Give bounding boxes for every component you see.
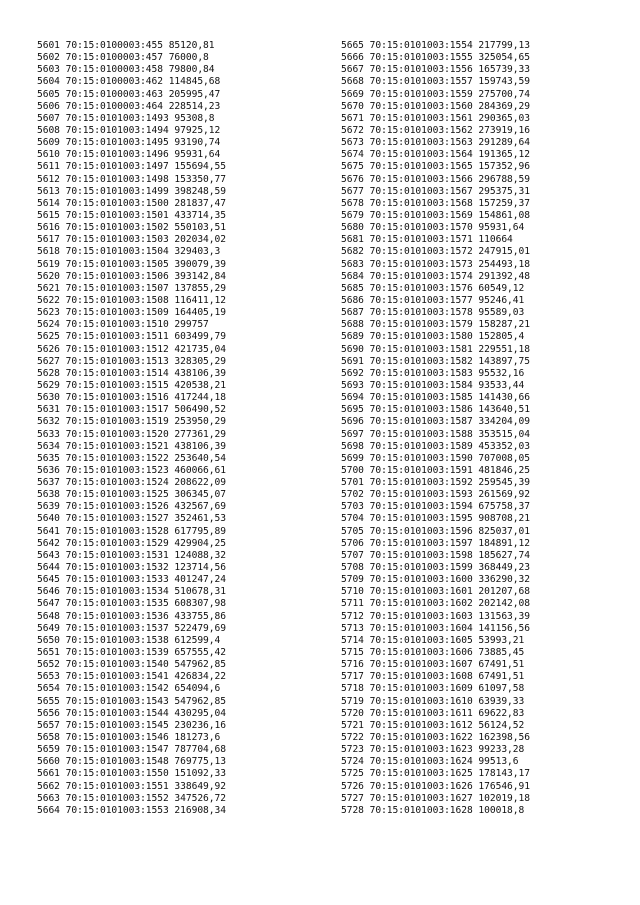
table-row: 5642 70:15:0101003:1529 429904,25 xyxy=(37,537,226,549)
table-row: 5663 70:15:0101003:1552 347526,72 xyxy=(37,792,226,804)
table-row: 5717 70:15:0101003:1608 67491,51 xyxy=(341,671,525,683)
table-row: 5686 70:15:0101003:1577 95246,41 xyxy=(341,294,525,306)
table-row: 5605 70:15:0100003:463 205995,47 xyxy=(37,88,221,100)
table-row: 5697 70:15:0101003:1588 353515,04 xyxy=(341,428,530,440)
table-row: 5698 70:15:0101003:1589 453352,03 xyxy=(341,440,530,452)
table-row: 5683 70:15:0101003:1573 254493,18 xyxy=(341,258,530,270)
table-row: 5624 70:15:0101003:1510 299757 xyxy=(37,319,209,331)
table-row: 5690 70:15:0101003:1581 229551,18 xyxy=(341,343,530,355)
table-row: 5656 70:15:0101003:1544 430295,04 xyxy=(37,707,226,719)
table-row: 5716 70:15:0101003:1607 67491,51 xyxy=(341,659,525,671)
table-row: 5647 70:15:0101003:1535 608307,98 xyxy=(37,598,226,610)
table-row: 5659 70:15:0101003:1547 787704,68 xyxy=(37,744,226,756)
table-row: 5626 70:15:0101003:1512 421735,04 xyxy=(37,343,226,355)
table-row: 5671 70:15:0101003:1561 290365,03 xyxy=(341,112,530,124)
table-row: 5679 70:15:0101003:1569 154861,08 xyxy=(341,209,530,221)
table-row: 5651 70:15:0101003:1539 657555,42 xyxy=(37,647,226,659)
table-row: 5692 70:15:0101003:1583 95532,16 xyxy=(341,367,525,379)
table-row: 5723 70:15:0101003:1623 99233,28 xyxy=(341,744,525,756)
table-row: 5689 70:15:0101003:1580 152805,4 xyxy=(341,331,525,343)
table-row: 5627 70:15:0101003:1513 328305,29 xyxy=(37,355,226,367)
table-row: 5657 70:15:0101003:1545 230236,16 xyxy=(37,719,226,731)
table-row: 5654 70:15:0101003:1542 654094,6 xyxy=(37,683,221,695)
table-row: 5711 70:15:0101003:1602 202142,08 xyxy=(341,598,530,610)
table-row: 5685 70:15:0101003:1576 60549,12 xyxy=(341,282,525,294)
table-row: 5620 70:15:0101003:1506 393142,84 xyxy=(37,270,226,282)
table-row: 5668 70:15:0101003:1557 159743,59 xyxy=(341,76,530,88)
table-row: 5670 70:15:0101003:1560 284369,29 xyxy=(341,100,530,112)
table-row: 5725 70:15:0101003:1625 178143,17 xyxy=(341,768,530,780)
table-row: 5609 70:15:0101003:1495 93190,74 xyxy=(37,137,221,149)
table-row: 5655 70:15:0101003:1543 547962,85 xyxy=(37,695,226,707)
table-row: 5611 70:15:0101003:1497 155694,55 xyxy=(37,161,226,173)
table-row: 5699 70:15:0101003:1590 707008,05 xyxy=(341,452,530,464)
table-row: 5684 70:15:0101003:1574 291392,48 xyxy=(341,270,530,282)
table-row: 5601 70:15:0100003:455 85120,81 xyxy=(37,40,215,51)
table-row: 5632 70:15:0101003:1519 253950,29 xyxy=(37,416,226,428)
table-row: 5604 70:15:0100003:462 114845,68 xyxy=(37,76,221,88)
table-row: 5617 70:15:0101003:1503 202034,02 xyxy=(37,234,226,246)
table-row: 5606 70:15:0100003:464 228514,23 xyxy=(37,100,221,112)
table-row: 5709 70:15:0101003:1600 336290,32 xyxy=(341,574,530,586)
table-row: 5680 70:15:0101003:1570 95931,64 xyxy=(341,222,525,234)
table-row: 5714 70:15:0101003:1605 53993,21 xyxy=(341,634,525,646)
table-row: 5618 70:15:0101003:1504 329403,3 xyxy=(37,246,221,258)
table-row: 5622 70:15:0101003:1508 116411,12 xyxy=(37,294,226,306)
table-row: 5695 70:15:0101003:1586 143640,51 xyxy=(341,404,530,416)
table-row: 5726 70:15:0101003:1626 176546,91 xyxy=(341,780,530,792)
table-row: 5625 70:15:0101003:1511 603499,79 xyxy=(37,331,226,343)
table-row: 5636 70:15:0101003:1523 460066,61 xyxy=(37,464,226,476)
table-row: 5681 70:15:0101003:1571 110664 xyxy=(341,234,513,246)
table-row: 5646 70:15:0101003:1534 510678,31 xyxy=(37,586,226,598)
table-row: 5693 70:15:0101003:1584 93533,44 xyxy=(341,379,525,391)
table-row: 5672 70:15:0101003:1562 273919,16 xyxy=(341,124,530,136)
table-row: 5703 70:15:0101003:1594 675758,37 xyxy=(341,501,530,513)
table-row: 5701 70:15:0101003:1592 259545,39 xyxy=(341,477,530,489)
table-row: 5727 70:15:0101003:1627 102019,18 xyxy=(341,792,530,804)
table-row: 5688 70:15:0101003:1579 158287,21 xyxy=(341,319,530,331)
table-row: 5608 70:15:0101003:1494 97925,12 xyxy=(37,124,221,136)
table-row: 5615 70:15:0101003:1501 433714,35 xyxy=(37,209,226,221)
table-row: 5602 70:15:0100003:457 76000,8 xyxy=(37,52,209,64)
table-row: 5662 70:15:0101003:1551 338649,92 xyxy=(37,780,226,792)
table-row: 5643 70:15:0101003:1531 124088,32 xyxy=(37,549,226,561)
table-row: 5719 70:15:0101003:1610 63939,33 xyxy=(341,695,525,707)
table-row: 5665 70:15:0101003:1554 217799,13 xyxy=(341,40,530,51)
table-row: 5638 70:15:0101003:1525 306345,07 xyxy=(37,489,226,501)
table-row: 5696 70:15:0101003:1587 334204,09 xyxy=(341,416,530,428)
table-row: 5710 70:15:0101003:1601 201207,68 xyxy=(341,586,530,598)
table-row: 5645 70:15:0101003:1533 401247,24 xyxy=(37,574,226,586)
table-row: 5650 70:15:0101003:1538 612599,4 xyxy=(37,634,221,646)
table-row: 5708 70:15:0101003:1599 368449,23 xyxy=(341,562,530,574)
table-row: 5631 70:15:0101003:1517 506490,52 xyxy=(37,404,226,416)
table-row: 5634 70:15:0101003:1521 438106,39 xyxy=(37,440,226,452)
table-row: 5687 70:15:0101003:1578 95589,03 xyxy=(341,307,525,319)
table-row: 5676 70:15:0101003:1566 296788,59 xyxy=(341,173,530,185)
table-row: 5621 70:15:0101003:1507 137855,29 xyxy=(37,282,226,294)
table-row: 5715 70:15:0101003:1606 73885,45 xyxy=(341,647,525,659)
table-row: 5603 70:15:0100003:458 79800,84 xyxy=(37,64,215,76)
table-row: 5629 70:15:0101003:1515 420538,21 xyxy=(37,379,226,391)
table-row: 5678 70:15:0101003:1568 157259,37 xyxy=(341,197,530,209)
table-row: 5673 70:15:0101003:1563 291289,64 xyxy=(341,137,530,149)
table-row: 5666 70:15:0101003:1555 325054,65 xyxy=(341,52,530,64)
table-row: 5619 70:15:0101003:1505 390079,39 xyxy=(37,258,226,270)
table-row: 5713 70:15:0101003:1604 141156,56 xyxy=(341,622,530,634)
table-row: 5691 70:15:0101003:1582 143897,75 xyxy=(341,355,530,367)
table-row: 5700 70:15:0101003:1591 481846,25 xyxy=(341,464,530,476)
table-row: 5637 70:15:0101003:1524 208622,09 xyxy=(37,477,226,489)
table-row: 5718 70:15:0101003:1609 61097,58 xyxy=(341,683,525,695)
left-column xyxy=(37,40,337,817)
table-row: 5661 70:15:0101003:1550 151092,33 xyxy=(37,768,226,780)
table-row: 5724 70:15:0101003:1624 99513,6 xyxy=(341,756,519,768)
table-row: 5674 70:15:0101003:1564 191365,12 xyxy=(341,149,530,161)
table-row: 5694 70:15:0101003:1585 141430,66 xyxy=(341,392,530,404)
table-row: 5706 70:15:0101003:1597 184891,12 xyxy=(341,537,530,549)
table-row: 5639 70:15:0101003:1526 432567,69 xyxy=(37,501,226,513)
table-row: 5644 70:15:0101003:1532 123714,56 xyxy=(37,562,226,574)
table-row: 5641 70:15:0101003:1528 617795,89 xyxy=(37,525,226,537)
table-row: 5667 70:15:0101003:1556 165739,33 xyxy=(341,64,530,76)
right-column xyxy=(341,40,640,817)
table-row: 5610 70:15:0101003:1496 95931,64 xyxy=(37,149,221,161)
table-row: 5682 70:15:0101003:1572 247915,01 xyxy=(341,246,530,258)
table-row: 5722 70:15:0101003:1622 162398,56 xyxy=(341,732,530,744)
table-row: 5660 70:15:0101003:1548 769775,13 xyxy=(37,756,226,768)
table-row: 5707 70:15:0101003:1598 185627,74 xyxy=(341,549,530,561)
table-row: 5664 70:15:0101003:1553 216908,34 xyxy=(37,804,226,816)
table-row: 5721 70:15:0101003:1612 56124,52 xyxy=(341,719,525,731)
table-row: 5653 70:15:0101003:1541 426834,22 xyxy=(37,671,226,683)
table-row: 5720 70:15:0101003:1611 69622,83 xyxy=(341,707,525,719)
table-row: 5677 70:15:0101003:1567 295375,31 xyxy=(341,185,530,197)
table-row: 5607 70:15:0101003:1493 95308,8 xyxy=(37,112,215,124)
table-row: 5669 70:15:0101003:1559 275700,74 xyxy=(341,88,530,100)
table-row: 5628 70:15:0101003:1514 438106,39 xyxy=(37,367,226,379)
table-row: 5640 70:15:0101003:1527 352461,53 xyxy=(37,513,226,525)
table-row: 5612 70:15:0101003:1498 153350,77 xyxy=(37,173,226,185)
table-row: 5652 70:15:0101003:1540 547962,85 xyxy=(37,659,226,671)
table-row: 5635 70:15:0101003:1522 253640,54 xyxy=(37,452,226,464)
table-row: 5613 70:15:0101003:1499 398248,59 xyxy=(37,185,226,197)
table-row: 5704 70:15:0101003:1595 908708,21 xyxy=(341,513,530,525)
table-row: 5712 70:15:0101003:1603 131563,39 xyxy=(341,610,530,622)
table-row: 5705 70:15:0101003:1596 825037,01 xyxy=(341,525,530,537)
table-row: 5648 70:15:0101003:1536 433755,86 xyxy=(37,610,226,622)
table-row: 5623 70:15:0101003:1509 164405,19 xyxy=(37,307,226,319)
table-row: 5616 70:15:0101003:1502 550103,51 xyxy=(37,222,226,234)
table-row: 5658 70:15:0101003:1546 181273,6 xyxy=(37,732,221,744)
table-row: 5614 70:15:0101003:1500 281837,47 xyxy=(37,197,226,209)
table-row: 5702 70:15:0101003:1593 261569,92 xyxy=(341,489,530,501)
table-row: 5633 70:15:0101003:1520 277361,29 xyxy=(37,428,226,440)
table-row: 5630 70:15:0101003:1516 417244,18 xyxy=(37,392,226,404)
table-row: 5728 70:15:0101003:1628 100018,8 xyxy=(341,804,525,816)
table-row: 5675 70:15:0101003:1565 157352,96 xyxy=(341,161,530,173)
table-row: 5649 70:15:0101003:1537 522479,69 xyxy=(37,622,226,634)
